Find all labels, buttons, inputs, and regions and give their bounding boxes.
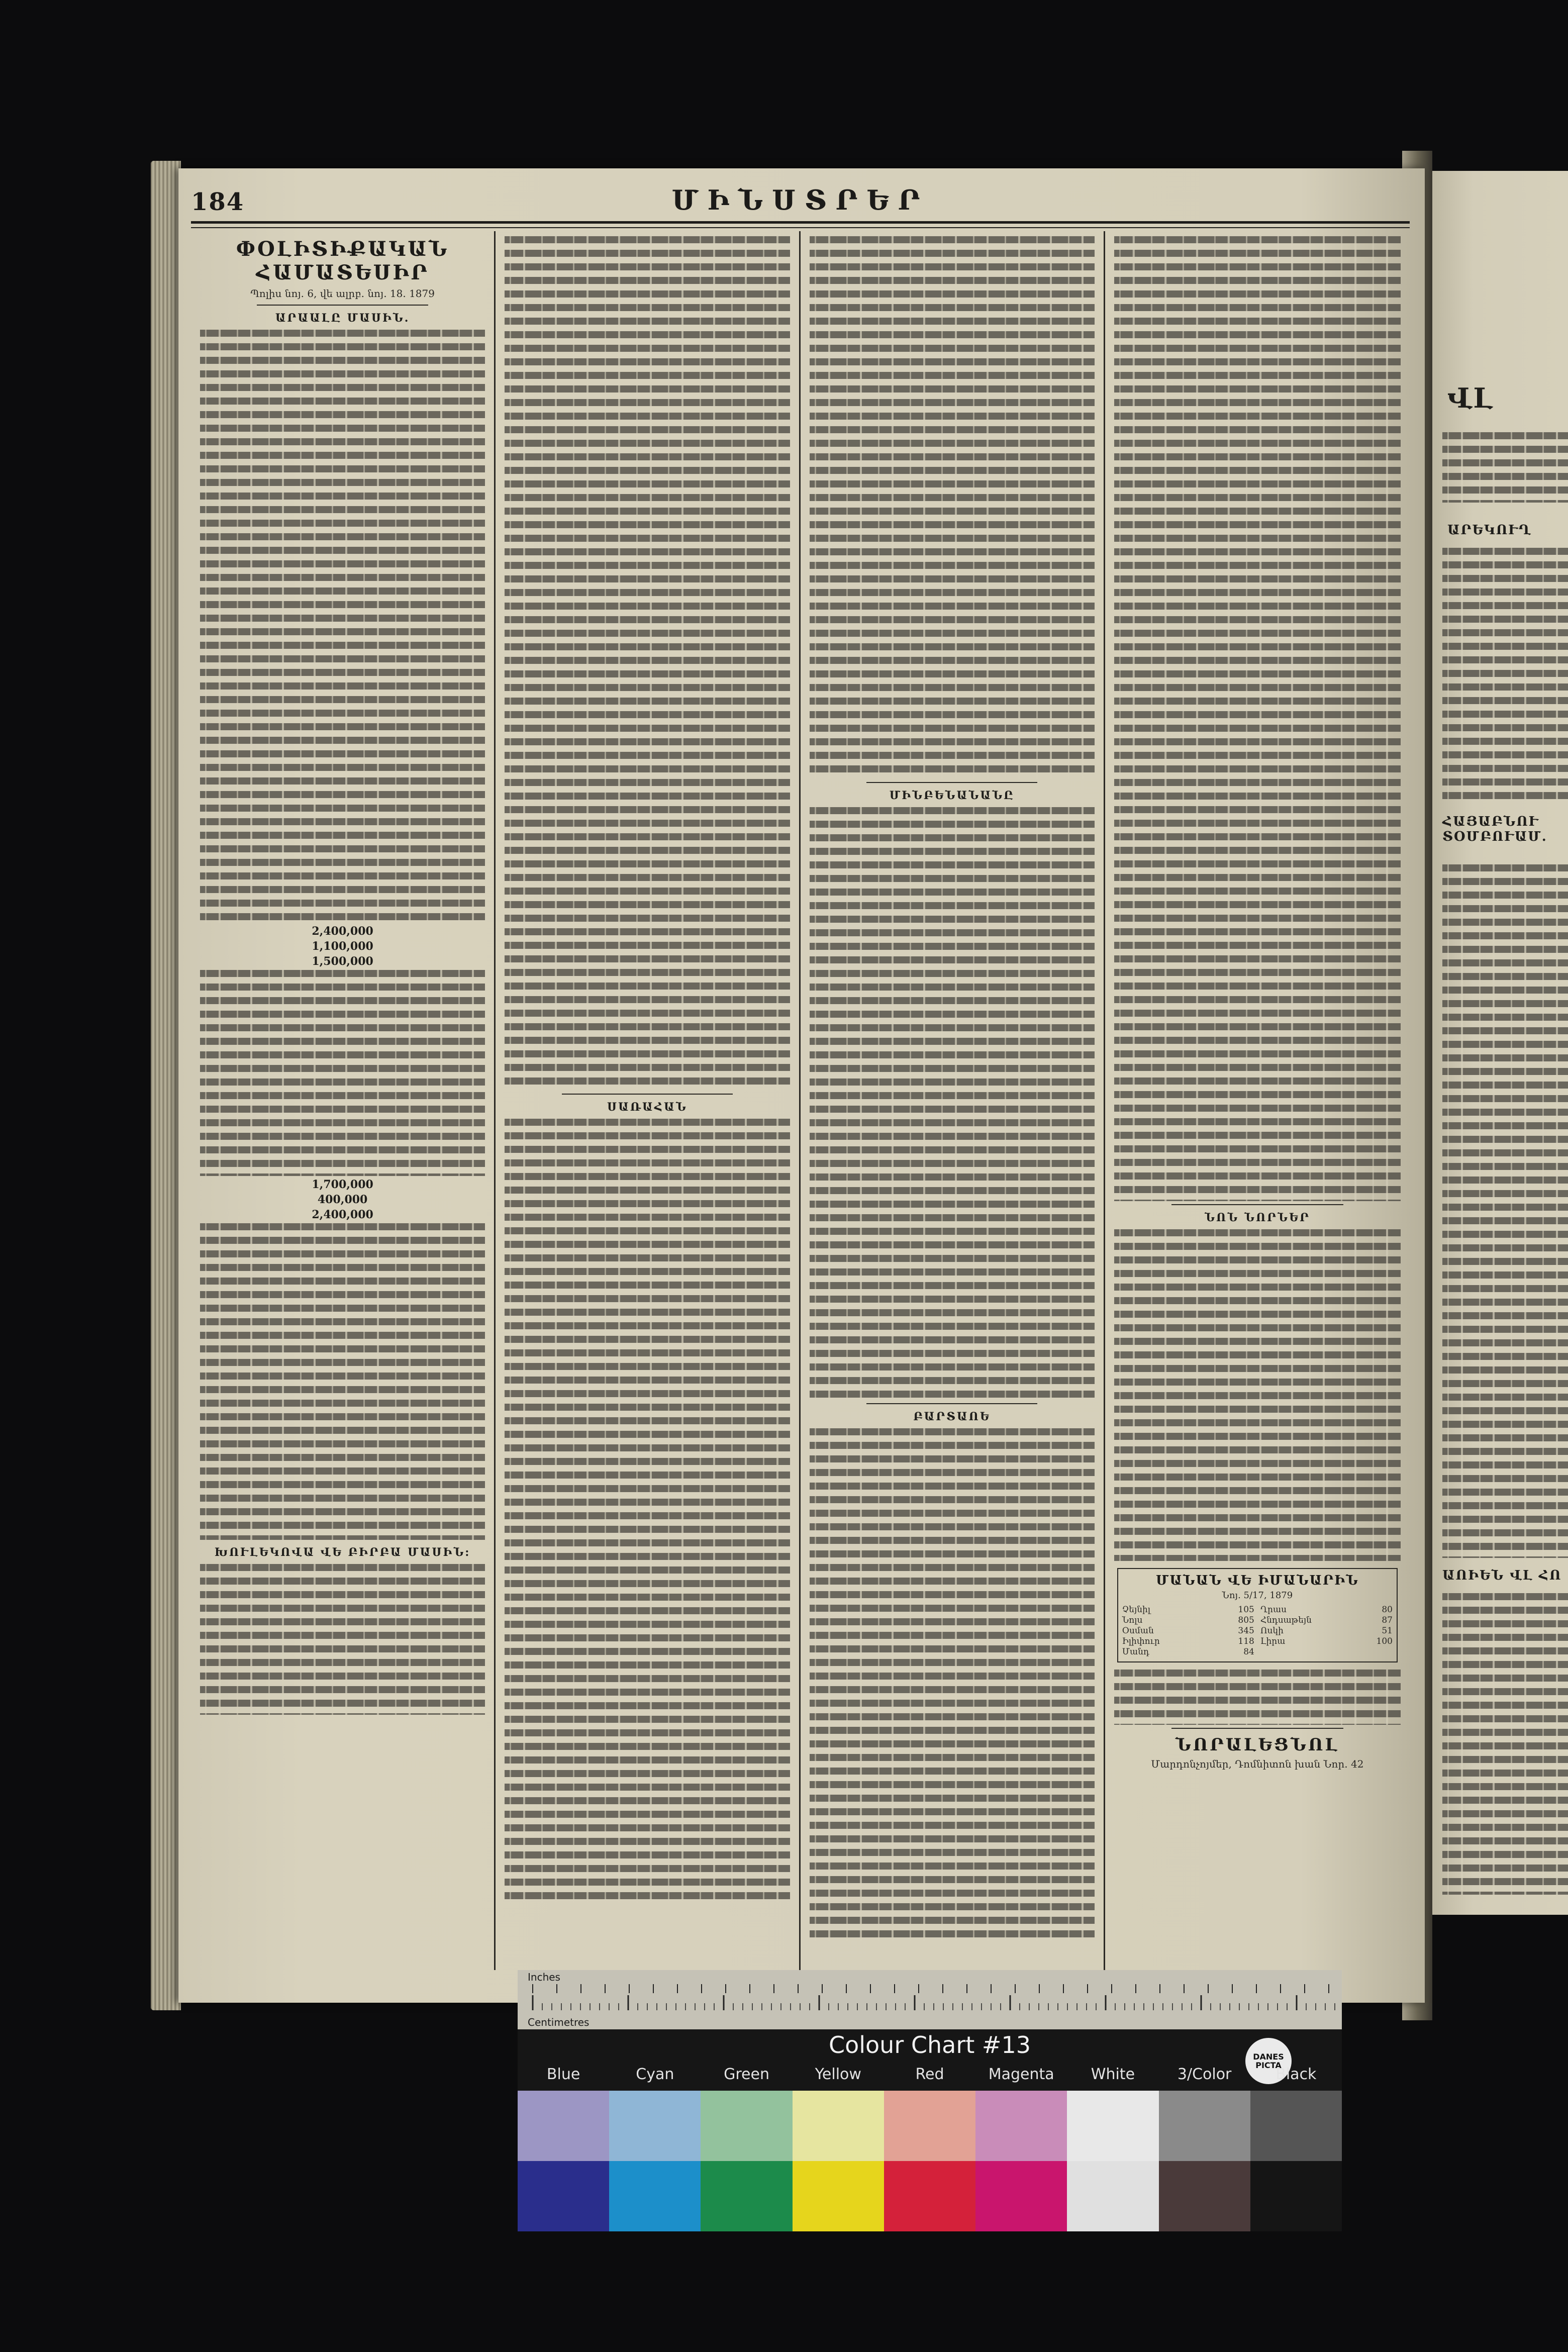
ruler-cm-label: Centimetres: [528, 2016, 590, 2028]
swatch-black: [1250, 2091, 1342, 2231]
currency-label: Իլիփուր: [1122, 1636, 1160, 1646]
column-2: [496, 231, 800, 1970]
currency-label: Ղրաս: [1260, 1605, 1287, 1615]
table-row: [1260, 1615, 1393, 1626]
currency-value: 84: [1243, 1647, 1254, 1657]
swatch-yellow: [793, 2091, 884, 2231]
swatch-white: [1067, 2091, 1158, 2231]
column-3: [801, 231, 1105, 1970]
table-row: [1122, 1615, 1254, 1626]
adjacent-subhead: ԱՈԻԵՆ ՎԼ ՀՈ: [1442, 1568, 1562, 1583]
subhead-1: ՆՈՆ ՆՈՐՆԵՐ: [1204, 1211, 1310, 1224]
article-text: [810, 807, 1095, 1400]
table-right-column: [1260, 1605, 1393, 1657]
swatch-label: Green: [724, 2066, 769, 2083]
masthead: ՄԻՆՍՏՐԵՐ: [671, 184, 929, 216]
currency-value: 118: [1238, 1636, 1254, 1646]
currency-label: Նոլս: [1122, 1615, 1143, 1625]
publisher-address: Մարդոնչոյմեր, Դոմնիտոն խան Նոր. 42: [1151, 1758, 1364, 1770]
swatch-labels: [518, 2066, 1342, 2086]
article-text: [1114, 236, 1401, 1201]
ruler-ticks: [518, 1970, 1342, 2029]
notice-text: [1114, 1670, 1401, 1725]
exchange-rate-table: [1117, 1568, 1398, 1662]
adjacent-subhead: ԱՐԵԿՈՒՂ: [1447, 523, 1532, 538]
table-row: [1260, 1605, 1393, 1615]
danes-picta-logo: DANES PICTA: [1245, 2038, 1292, 2084]
subhead-1: ՄԻՆԲԵՆԱՆԱՆԸ: [889, 789, 1015, 802]
adjacent-page: [1432, 171, 1568, 1915]
column-1: [191, 231, 496, 1970]
figure: 1,700,000: [312, 1178, 373, 1191]
table-date: Նոյ. 5/17, 1879: [1222, 1590, 1293, 1601]
article-text: [1114, 1229, 1401, 1561]
swatch-green: [701, 2091, 792, 2231]
figure: 1,500,000: [312, 955, 373, 968]
swatch-cyan: [609, 2091, 701, 2231]
table-row: [1122, 1626, 1254, 1636]
page-header: [191, 181, 1410, 216]
colour-calibration-chart: [518, 1970, 1342, 2231]
article-text: [810, 1428, 1095, 1941]
page-edges: [151, 161, 181, 2010]
section-title: ՓՕԼԻՏԻՔԱԿԱՆ ՀԱՄԱՏԵՍԻՐ: [236, 237, 449, 284]
subhead-2: ԽՈՒԼԵԿՈՎԱ ՎԵ ԲԻՐԲԱ ՄԱՍԻՆ:: [214, 1546, 471, 1559]
swatch-label: White: [1091, 2066, 1135, 2083]
column-4: [1105, 231, 1410, 1970]
swatch-label: Blue: [546, 2066, 580, 2083]
article-text: [505, 1119, 790, 1903]
ruler-inches-label: Inches: [528, 1971, 560, 1983]
publisher-name: ՆՈՐԱԼԵՑՆՈԼ: [1175, 1735, 1340, 1755]
table-row: [1260, 1626, 1393, 1636]
figure: 400,000: [317, 1193, 368, 1206]
currency-label: Ոսկի: [1260, 1626, 1284, 1636]
table-title: ՄԱՆԱՆ ՎԵ ԻՄԱՆԱՐԻՆ: [1155, 1573, 1359, 1588]
swatch-label: Yellow: [815, 2066, 861, 2083]
article-columns: [191, 231, 1410, 1970]
swatch-blue: [518, 2091, 609, 2231]
article-text: [200, 970, 485, 1176]
table-row: [1122, 1605, 1254, 1615]
figure: 1,100,000: [312, 940, 373, 953]
currency-value: 805: [1238, 1615, 1254, 1625]
article-text: [505, 236, 790, 1091]
swatch-label: Cyan: [636, 2066, 674, 2083]
currency-label: Հնդսաթեյն: [1260, 1615, 1312, 1625]
chart-title: Colour Chart #13: [829, 2031, 1031, 2059]
adjacent-title: ՎԼ: [1447, 382, 1494, 414]
figure: 2,400,000: [312, 1208, 373, 1221]
currency-value: 51: [1382, 1626, 1393, 1636]
currency-label: Մանդ: [1122, 1647, 1149, 1657]
swatch-label: Magenta: [988, 2066, 1054, 2083]
currency-label: Չեյնիլ: [1122, 1605, 1151, 1615]
swatch-3color: [1159, 2091, 1250, 2231]
section-dateline: Պոլիս նոյ. 6, վե ալրբ. նոյ. 18. 1879: [250, 287, 435, 300]
page-number: 184: [191, 188, 245, 216]
adjacent-subhead: ՀԱՅԱԲՆՈՒ ՏՕՄԲՈՒԱՄ.: [1442, 814, 1547, 844]
swatch-label: 3/Color: [1177, 2066, 1232, 2083]
subhead-1: ԱՐԱԱԼԸ ՄԱՍԻՆ.: [275, 312, 410, 325]
swatch-label: Black: [1276, 2066, 1317, 2083]
ruler: [518, 1970, 1342, 2029]
currency-label: Օսման: [1122, 1626, 1154, 1636]
swatch-label: Red: [915, 2066, 944, 2083]
currency-value: 100: [1376, 1636, 1393, 1646]
article-text: [810, 236, 1095, 779]
article-text: [200, 1223, 485, 1540]
figure: 2,400,000: [312, 925, 373, 938]
currency-value: 80: [1382, 1605, 1393, 1615]
swatch-magenta: [975, 2091, 1067, 2231]
swatch-red: [884, 2091, 975, 2231]
article-text: [200, 330, 485, 923]
currency-label: Լիրա: [1260, 1636, 1286, 1646]
table-left-column: [1122, 1605, 1254, 1657]
currency-value: 87: [1382, 1615, 1393, 1625]
table-row: [1122, 1647, 1254, 1657]
newspaper-page: [178, 168, 1425, 2003]
table-row: [1122, 1636, 1254, 1647]
subhead-2: ԲԱՐՏԱՈԵ: [913, 1410, 991, 1423]
subhead-1: ՍԱՌԱՀԱՆ: [607, 1101, 688, 1114]
header-rule: [191, 221, 1410, 228]
currency-value: 105: [1238, 1605, 1254, 1615]
article-text: [200, 1564, 485, 1715]
currency-value: 345: [1238, 1626, 1254, 1636]
table-row: [1260, 1636, 1393, 1647]
colour-swatches: [518, 2091, 1342, 2231]
